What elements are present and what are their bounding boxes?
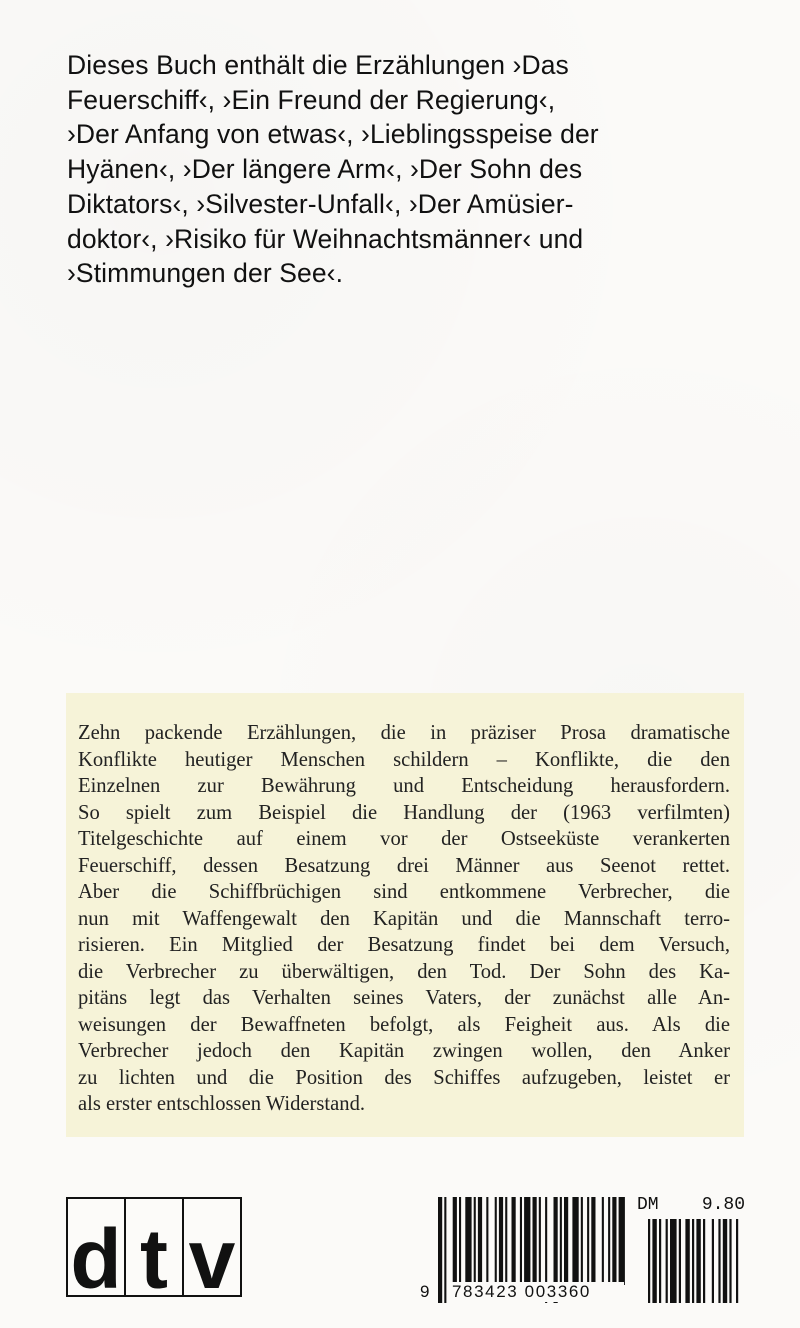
- blurb-line: So spielt zum Beispiel die Handlung der (1963 verfilmten): [78, 801, 730, 824]
- barcode-bar: [539, 1197, 541, 1285]
- dtv-logo: [66, 1197, 242, 1297]
- addon-bar: [736, 1219, 738, 1303]
- blurb-line: als erster entschlossen Widerstand.: [78, 1093, 366, 1115]
- contents-line: Dieses Buch enthält die Erzählungen ›Das: [67, 50, 569, 80]
- addon-bar: [670, 1219, 677, 1303]
- barcode-bar: [505, 1197, 507, 1285]
- barcode-bar: [478, 1197, 482, 1285]
- blurb-line: die Verbrecher zu überwältigen, den Tod. Der Sohn des Ka-: [78, 960, 730, 983]
- barcode-bar: [524, 1197, 530, 1285]
- blurb-line: nun mit Waffengewalt den Kapitän und die Mannschaft terro-: [78, 907, 730, 930]
- contents-line: doktor‹, ›Risiko für Weihnachtsmänner‹ und: [67, 223, 584, 254]
- addon-bar: [648, 1219, 650, 1303]
- blurb-line: Verbrecher jedoch den Kapitän zwingen wollen, den Anker: [78, 1040, 730, 1062]
- addon-bar: [679, 1219, 681, 1303]
- blurb-line: Zehn packende Erzählungen, die in präziser Prosa dramatische: [78, 722, 730, 744]
- blurb-line: Einzelnen zur Bewährung und Entscheidung herausfordern.: [78, 775, 730, 797]
- barcode-bar: [564, 1197, 568, 1285]
- barcode-bar: [444, 1197, 446, 1303]
- addon-bar: [729, 1219, 731, 1303]
- barcode-bar: [486, 1197, 488, 1285]
- contents-line: Feuerschiff‹, ›Ein Freund der Regierung‹,: [67, 84, 556, 115]
- blurb-line: Konflikte heutiger Menschen schildern – Konflikte, die den: [78, 748, 730, 771]
- price-currency: DM: [637, 1195, 659, 1215]
- barcode-bar: [465, 1197, 471, 1285]
- contents-line: Hyänen‹, ›Der längere Arm‹, ›Der Sohn des: [67, 154, 583, 185]
- addon-bar: [659, 1219, 661, 1303]
- blurb-line: weisungen der Bewaffneten befolgt, als Feigheit aus. Als die: [78, 1013, 730, 1036]
- barcode-bar: [587, 1197, 589, 1285]
- barcode-bar: [499, 1197, 503, 1285]
- barcode-bar: [608, 1197, 610, 1285]
- barcode-bar: [591, 1197, 595, 1285]
- contents-line: Diktators‹, ›Silvester-Unfall‹, ›Der Amüsier-: [67, 188, 574, 219]
- blurb-line: zu lichten und die Position des Schiffes aufzugeben, leistet er: [78, 1066, 730, 1089]
- barcode-bar: [572, 1197, 578, 1285]
- addon-bar: [712, 1219, 714, 1303]
- contents-description: [67, 48, 717, 291]
- contents-line: ›Stimmungen der See‹.: [67, 258, 344, 289]
- addon-bar: [685, 1219, 689, 1303]
- barcode-bar: [581, 1197, 583, 1285]
- isbn-digits: 783423 003360: [450, 1282, 624, 1302]
- barcode-bar: [453, 1197, 457, 1285]
- blurb-text: [78, 720, 738, 1118]
- blurb-line: Aber die Schiffbrüchigen sind entkommene Verbrecher, die: [78, 881, 730, 903]
- barcode-bar: [602, 1197, 604, 1285]
- addon-bar: [652, 1219, 656, 1303]
- addon-bar: [692, 1219, 694, 1303]
- price-label: [637, 1195, 745, 1215]
- barcode-bar: [438, 1197, 442, 1303]
- addon-bar: [696, 1219, 700, 1303]
- logo-letter-v: v: [188, 1212, 236, 1295]
- blurb-line: Titelgeschichte auf einem vor der Ostseeküste verankerten: [78, 828, 730, 850]
- barcode-bar: [520, 1197, 522, 1285]
- addon-bar: [723, 1219, 727, 1303]
- isbn-first-digit: 9: [420, 1282, 430, 1301]
- blurb-line: risieren. Ein Mitglied der Besatzung findet bei dem Versuch,: [78, 934, 730, 956]
- price-amount: 9.80: [701, 1195, 746, 1215]
- addon-bar: [703, 1219, 705, 1303]
- barcode-bar: [474, 1197, 476, 1285]
- barcode-bar: [495, 1197, 497, 1285]
- blurb-line: Feuerschiff, dessen Besatzung drei Männer aus Seenot rettet.: [78, 854, 730, 877]
- barcode-bar: [533, 1197, 537, 1285]
- contents-line: ›Der Anfang von etwas‹, ›Lieblingsspeise der: [67, 119, 599, 150]
- blurb-line: pitäns legt das Verhalten seines Vaters, der zunächst alle An-: [78, 987, 730, 1009]
- barcode-bar: [560, 1197, 562, 1285]
- logo-letter-t: t: [126, 1199, 184, 1295]
- addon-bar: [718, 1219, 720, 1303]
- logo-letter-d: d: [68, 1199, 126, 1295]
- barcode-bar: [512, 1197, 516, 1285]
- barcode-bar: [619, 1197, 625, 1285]
- barcode-bar: [612, 1197, 616, 1285]
- addon-bar: [666, 1219, 668, 1303]
- barcode-bar: [459, 1197, 461, 1285]
